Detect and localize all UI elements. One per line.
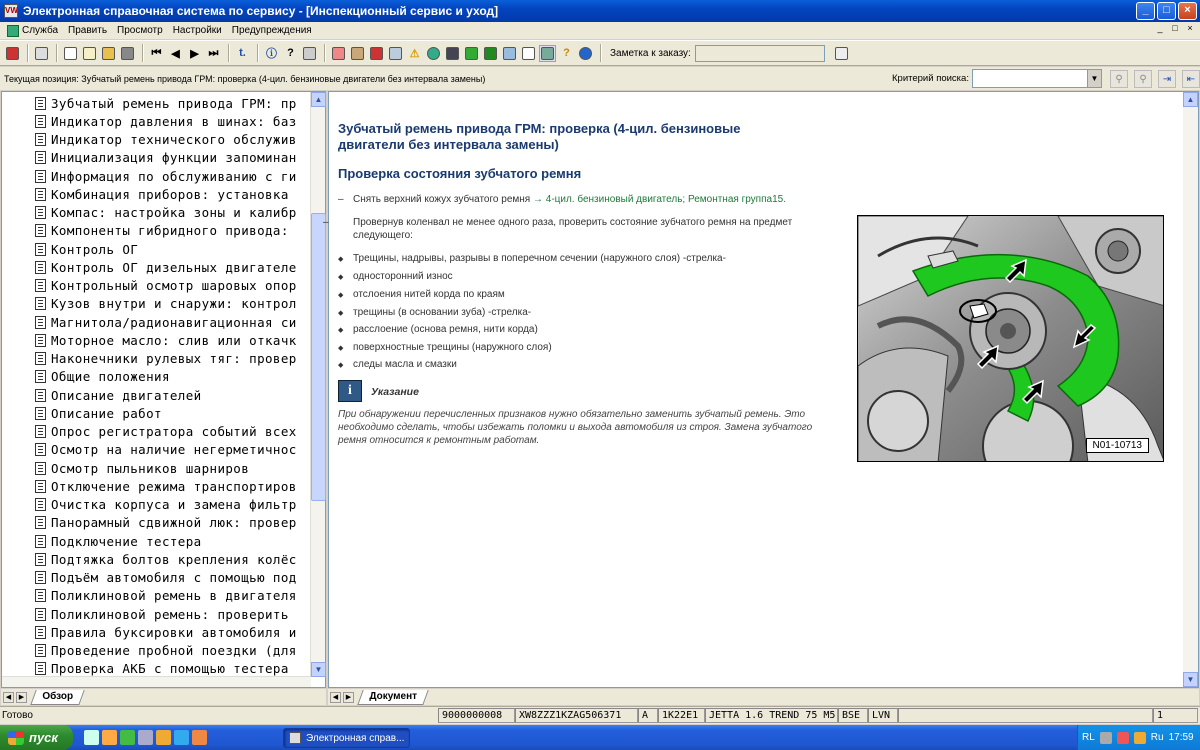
document-icon xyxy=(35,516,46,529)
tab-next-icon[interactable]: ▶ xyxy=(16,692,27,703)
status-type: A xyxy=(638,708,658,723)
document-icon xyxy=(35,370,46,383)
folder-icon[interactable] xyxy=(100,45,117,62)
window-title: Электронная справочная система по сервису - [Инспекционный сервис и уход] xyxy=(23,4,499,18)
check-item: ◆ Трещины, надрывы, разрывы в поперечном сечении (наружного слоя) -стрелка- xyxy=(338,253,726,264)
status-empty xyxy=(898,708,1153,723)
repair-group-link[interactable]: → 4-цил. бензиновый двигатель; Ремонтная группа15. xyxy=(532,194,786,205)
tree-item[interactable]: Контрольный осмотр шаровых опор xyxy=(35,277,297,295)
app-icon-4[interactable] xyxy=(192,730,207,745)
document-icon xyxy=(35,243,46,256)
order-note-input[interactable] xyxy=(695,45,825,62)
show-desktop-icon[interactable] xyxy=(84,730,99,745)
system-tray xyxy=(1077,725,1200,750)
maximize-button[interactable]: □ xyxy=(1157,2,1176,20)
tree-item[interactable]: Компоненты гибридного привода: xyxy=(35,222,289,240)
warning-icon[interactable]: ⚠ xyxy=(409,47,420,60)
app-icon-3[interactable] xyxy=(156,730,171,745)
check-item: ◆ поверхностные трещины (наружного слоя) xyxy=(338,342,552,353)
menu-view[interactable]: Просмотр xyxy=(117,25,163,36)
document-icon xyxy=(35,626,46,639)
document-icon xyxy=(35,407,46,420)
next-page-icon[interactable]: ▶ xyxy=(190,47,199,60)
tree-scroll-thumb[interactable] xyxy=(311,213,326,501)
quick-launch xyxy=(84,730,207,745)
print-icon[interactable] xyxy=(33,45,50,62)
document-icon xyxy=(35,443,46,456)
document-icon xyxy=(35,462,46,475)
tree-item[interactable]: Наконечники рулевых тяг: провер xyxy=(35,350,297,368)
right-tab-bar xyxy=(328,689,1199,705)
document-panel xyxy=(323,91,1199,688)
tree-item[interactable]: Описание работ xyxy=(35,404,162,422)
tree-item[interactable]: Поликлиновой ремень: проверить xyxy=(35,605,289,623)
order-note-label: Заметка к заказу: xyxy=(610,47,691,59)
bullet-icon: ◆ xyxy=(338,273,344,281)
search-criteria-label: Критерий поиска: xyxy=(892,73,969,84)
mdi-restore-button[interactable]: □ xyxy=(1172,23,1178,33)
mdi-close-button[interactable]: × xyxy=(1187,23,1193,33)
document-icon xyxy=(35,334,46,347)
info-icon: i xyxy=(338,380,362,402)
document-icon xyxy=(35,188,46,201)
mdi-minimize-button[interactable]: _ xyxy=(1157,23,1163,33)
status-ready: Готово xyxy=(2,710,33,721)
toolbar xyxy=(0,40,1200,66)
step-remove-cover: – Снять верхний кожух зубчатого ремня → 4-цил. бензиновый двигатель; Ремонтная группа15. xyxy=(338,194,786,205)
car-icon[interactable] xyxy=(119,45,136,62)
clock: 17:59 xyxy=(1168,732,1194,743)
step-rotate-crankshaft: – Провернув коленвал не менее одного раза, проверить состояние зубчатого ремня на предмет следующего: xyxy=(323,217,793,241)
tree-item[interactable]: Информация по обслуживанию с ги xyxy=(35,167,297,185)
checklist-icon[interactable] xyxy=(520,45,537,62)
tree-item[interactable]: Отключение режима транспортиров xyxy=(35,477,297,495)
document-icon xyxy=(35,480,46,493)
green-book-icon[interactable] xyxy=(463,45,480,62)
app-menu-icon xyxy=(7,25,19,37)
tree-item[interactable]: Зубчатый ремень привода ГРМ: пр xyxy=(35,94,297,112)
bullet-icon: ◆ xyxy=(338,326,344,334)
taskbar-app-button[interactable]: Электронная справ... xyxy=(283,728,410,748)
first-page-icon[interactable]: ⏮ xyxy=(151,46,162,59)
document-icon xyxy=(35,425,46,438)
title-bar[interactable] xyxy=(0,0,1200,22)
collapse-icon[interactable]: ⇤ xyxy=(1182,70,1200,88)
question-book-icon[interactable]: ? xyxy=(563,47,570,59)
doc-tab-next-icon[interactable]: ▶ xyxy=(343,692,354,703)
taskbar xyxy=(0,725,1200,750)
tree-item[interactable]: Описание двигателей xyxy=(35,386,202,404)
document-icon xyxy=(35,316,46,329)
overview-panel xyxy=(1,91,326,688)
chevron-down-icon[interactable]: ▼ xyxy=(1087,70,1101,87)
scroll-down-icon[interactable]: ▼ xyxy=(311,662,326,677)
tree-item[interactable]: Подключение тестера xyxy=(35,532,202,550)
search-filter-icon[interactable]: ⚲ xyxy=(1110,70,1128,88)
tab-prev-icon[interactable]: ◀ xyxy=(3,692,14,703)
status-page: 1 xyxy=(1153,708,1198,723)
prev-page-icon[interactable]: ◀ xyxy=(171,47,180,60)
globe-icon[interactable] xyxy=(425,45,442,62)
section-title: Проверка состояния зубчатого ремня xyxy=(338,166,582,181)
timing-belt-figure xyxy=(857,215,1164,462)
menu-warnings[interactable]: Предупреждения xyxy=(231,25,312,36)
exit-icon[interactable] xyxy=(4,45,21,62)
tree-item[interactable]: Проведение пробной поездки (для xyxy=(35,642,297,660)
search-clear-icon[interactable]: ⚲ xyxy=(1134,70,1152,88)
bullet-icon: ◆ xyxy=(338,291,344,299)
status-bar xyxy=(0,706,1200,724)
tree-item[interactable]: Общие положения xyxy=(35,368,170,386)
left-tab-bar xyxy=(1,689,326,705)
document-icon xyxy=(35,662,46,675)
tree-item[interactable]: Компас: настройка зоны и калибр xyxy=(35,204,297,222)
lang-indicator-2[interactable]: Ru xyxy=(1150,732,1164,743)
status-vin: XW8ZZZ1KZAG506371 xyxy=(515,708,638,723)
person-icon[interactable] xyxy=(349,45,366,62)
save-icon[interactable] xyxy=(444,45,461,62)
last-page-icon[interactable]: ⏭ xyxy=(208,46,219,59)
check-item: ◆ следы масла и смазки xyxy=(338,359,457,370)
document-icon xyxy=(35,170,46,183)
expand-icon[interactable]: ⇥ xyxy=(1158,70,1176,88)
search-doc-icon[interactable] xyxy=(501,45,518,62)
document-icon xyxy=(35,535,46,548)
document-icon xyxy=(35,224,46,237)
help-icon[interactable]: ? xyxy=(287,47,294,59)
bullet-icon: ◆ xyxy=(338,309,344,317)
tray-icon-1[interactable] xyxy=(1100,732,1112,744)
doc-scroll-down-icon[interactable]: ▼ xyxy=(1183,672,1198,687)
tree-item[interactable]: Контроль ОГ дизельных двигателе xyxy=(35,258,297,276)
bullet-icon: ◆ xyxy=(338,344,344,352)
task-app-icon xyxy=(289,732,301,744)
tree-item[interactable]: Осмотр на наличие негерметичнос xyxy=(35,441,297,459)
current-position-text: Текущая позиция: Зубчатый ремень привода ГРМ: проверка (4-цил. бензиновые двигатели без интервала замены) xyxy=(4,73,486,84)
database-icon[interactable] xyxy=(577,45,594,62)
check-item: ◆ односторонний износ xyxy=(338,271,453,282)
tree-item[interactable]: Подъём автомобиля с помощью под xyxy=(35,569,297,587)
ie-icon[interactable] xyxy=(174,730,189,745)
document-icon xyxy=(35,206,46,219)
scroll-up-icon[interactable]: ▲ xyxy=(311,92,326,107)
document-icon xyxy=(35,571,46,584)
tree-item[interactable]: Индикатор давления в шинах: баз xyxy=(35,112,297,130)
grid-icon[interactable] xyxy=(330,45,347,62)
start-button[interactable]: пуск xyxy=(0,725,73,750)
document-icon xyxy=(35,297,46,310)
status-model: JETTA 1.6 TREND 75 M5 xyxy=(705,708,838,723)
document-icon xyxy=(35,498,46,511)
app-icon-2[interactable] xyxy=(138,730,153,745)
tree-item[interactable]: Кузов внутри и снаружи: контрол xyxy=(35,295,297,313)
doc-tab-prev-icon[interactable]: ◀ xyxy=(330,692,341,703)
back-icon[interactable]: t. xyxy=(239,47,246,59)
tray-icon-2[interactable] xyxy=(1117,732,1129,744)
note-text: При обнаружении перечисленных признаков нужно обязательно заменить зубчатый ремень. Это необходимо сделать, чтобы избежать поломки и выхода автомобиля из строя. Замена зубчатого ремня относится к ремонтным работам. xyxy=(338,409,813,446)
figure-label: N01-10713 xyxy=(1086,438,1149,453)
edit-doc-icon[interactable] xyxy=(81,45,98,62)
close-button[interactable]: × xyxy=(1178,2,1197,20)
search-criteria-combo[interactable] xyxy=(972,69,1102,88)
tree-item[interactable]: Проверка АКБ с помощью тестера xyxy=(35,660,289,677)
document-icon xyxy=(35,97,46,110)
app-icon: VW xyxy=(4,4,18,18)
document-icon xyxy=(35,279,46,292)
list-icon[interactable] xyxy=(387,45,404,62)
document-icon xyxy=(35,644,46,657)
document-icon xyxy=(35,133,46,146)
tree-item[interactable]: Инициализация функции запоминан xyxy=(35,149,297,167)
check-item: ◆ расслоение (основа ремня, нити корда) xyxy=(338,324,538,335)
status-engine: BSE xyxy=(838,708,868,723)
tree-item[interactable]: Комбинация приборов: установка xyxy=(35,185,289,203)
tree-hscrollbar[interactable] xyxy=(2,676,311,687)
menu-service[interactable]: Служба xyxy=(2,25,63,37)
menu-bar xyxy=(0,22,1200,39)
tree-scrollbar[interactable] xyxy=(310,92,325,677)
windows-flag-icon xyxy=(8,731,24,745)
tree-item[interactable]: Поликлиновой ремень в двигателя xyxy=(35,587,297,605)
check-item: ◆ отслоения нитей корда по краям xyxy=(338,289,505,300)
document-icon xyxy=(35,589,46,602)
status-gearbox: LVN xyxy=(868,708,898,723)
engine-illustration xyxy=(858,216,1164,462)
info-icon[interactable]: ⓘ xyxy=(266,48,277,60)
book-icon[interactable] xyxy=(368,45,385,62)
tab-overview[interactable]: Обзор xyxy=(30,690,84,705)
note-title: Указание xyxy=(371,386,419,398)
menu-settings[interactable]: Настройки xyxy=(172,25,222,36)
tree-item[interactable]: Правила буксировки автомобиля и xyxy=(35,623,297,641)
tab-document[interactable]: Документ xyxy=(357,690,428,705)
bullet-icon: ◆ xyxy=(338,255,344,263)
app-icon-1[interactable] xyxy=(120,730,135,745)
document-icon xyxy=(35,151,46,164)
check-item: ◆ трещины (в основании зуба) -стрелка- xyxy=(338,307,532,318)
document-icon xyxy=(35,553,46,566)
document-icon xyxy=(35,389,46,402)
tree-item[interactable]: Очистка корпуса и замена фильтр xyxy=(35,496,297,514)
car-green-icon[interactable] xyxy=(482,45,499,62)
tool-icon[interactable] xyxy=(539,45,556,62)
tree-item[interactable]: Опрос регистратора событий всех xyxy=(35,423,297,441)
help-book-icon[interactable] xyxy=(301,45,318,62)
tree-item[interactable]: Контроль ОГ xyxy=(35,240,138,258)
document-tree[interactable] xyxy=(2,92,311,677)
status-model-code: 1K22E1 xyxy=(658,708,705,723)
new-doc-icon[interactable] xyxy=(62,45,79,62)
document-icon xyxy=(35,608,46,621)
bullet-icon: ◆ xyxy=(338,361,344,369)
tree-item[interactable]: Подтяжка болтов крепления колёс xyxy=(35,550,297,568)
document-icon xyxy=(35,261,46,274)
doc-scroll-up-icon[interactable]: ▲ xyxy=(1183,92,1198,107)
document-icon xyxy=(35,352,46,365)
tree-item[interactable]: Моторное масло: слив или откачк xyxy=(35,331,297,349)
lang-indicator[interactable]: RL xyxy=(1082,732,1095,743)
status-order-number: 9000000008 xyxy=(438,708,515,723)
tree-item[interactable]: Индикатор технического обслужив xyxy=(35,131,297,149)
firefox-icon[interactable] xyxy=(102,730,117,745)
order-note-button[interactable] xyxy=(833,45,850,62)
document-title: Зубчатый ремень привода ГРМ: проверка (4-цил. бензиновые двигатели без интервала замены) xyxy=(338,121,741,152)
minimize-button[interactable]: _ xyxy=(1136,2,1155,20)
document-scrollbar[interactable] xyxy=(1183,92,1198,687)
document-icon xyxy=(35,115,46,128)
tree-item[interactable]: Осмотр пыльников шарниров xyxy=(35,459,249,477)
menu-edit[interactable]: Править xyxy=(68,25,108,36)
tree-item[interactable]: Панорамный сдвижной люк: провер xyxy=(35,514,297,532)
tray-icon-3[interactable] xyxy=(1134,732,1146,744)
tree-item[interactable]: Магнитола/радионавигационная си xyxy=(35,313,297,331)
